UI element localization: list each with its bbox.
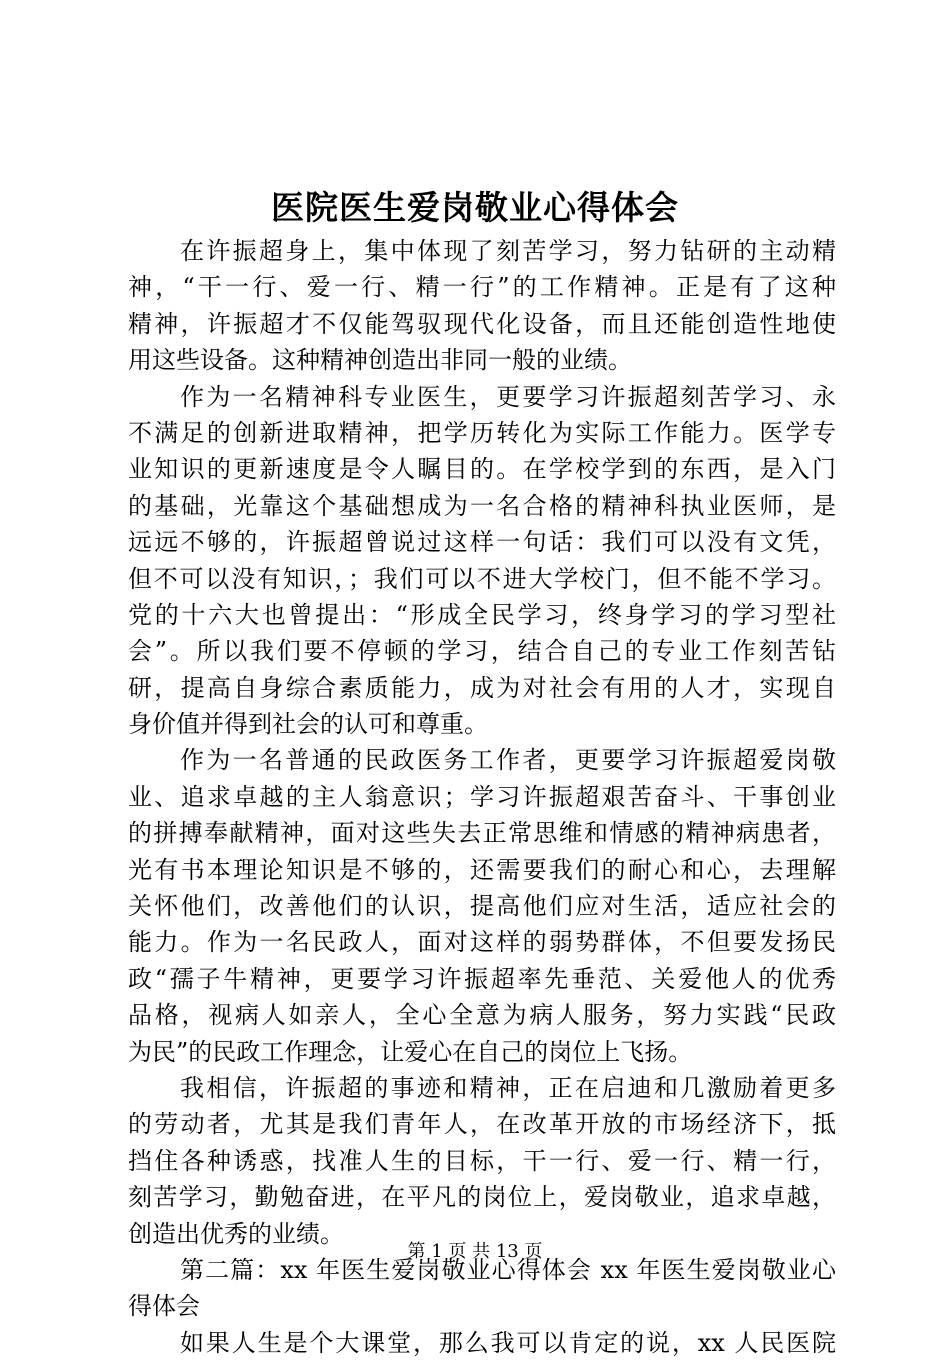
text-line: 的基础，光靠这个基础想成为一名合格的精神科执业医师，是	[128, 491, 836, 520]
text-line: 能力。作为一名民政人，面对这样的弱势群体，不但要发扬民	[128, 928, 836, 957]
text-line: 党的十六大也曾提出：“形成全民学习，终身学习的学习型社	[128, 600, 836, 629]
text-line: 光有书本理论知识是不够的，还需要我们的耐心和心，去理解	[128, 855, 836, 884]
text-line: 关怀他们，改善他们的认识，提高他们应对生活，适应社会的	[128, 892, 836, 921]
text-line: 用这些设备。这种精神创造出非同一般的业绩。	[128, 346, 632, 375]
text-line: 如果人生是个大课堂，那么我可以肯定的说，xx 人民医院	[180, 1328, 836, 1357]
text-line: 精神，许振超才不仅能驾驭现代化设备，而且还能创造性地使	[128, 309, 836, 338]
page-footer: 第 1 页 共 13 页	[407, 1241, 543, 1262]
text-line: 业、追求卓越的主人翁意识；学习许振超艰苦奋斗、干事创业	[128, 782, 836, 811]
text-line: 研，提高自身综合素质能力，成为对社会有用的人才，实现自	[128, 673, 836, 702]
text-line: 但不可以没有知识，；我们可以不进大学校门，但不能不学习。	[128, 564, 836, 593]
text-line: 我相信，许振超的事迹和精神，正在启迪和几激励着更多	[180, 1073, 836, 1102]
text-line: 挡住各种诱惑，找准人生的目标，干一行、爱一行、精一行，	[128, 1146, 836, 1175]
text-line: 作为一名普通的民政医务工作者，更要学习许振超爱岗敬	[180, 746, 836, 775]
text-line: 业知识的更新速度是令人瞩目的。在学校学到的东西，是入门	[128, 455, 836, 484]
text-line: 的拼搏奉献精神，面对这些失去正常思维和情感的精神病患者，	[128, 819, 836, 848]
text-line: 在许振超身上，集中体现了刻苦学习，努力钻研的主动精	[180, 237, 836, 265]
text-line: 为民”的民政工作理念，让爱心在自己的岗位上飞扬。	[128, 1037, 693, 1066]
text-line: 不满足的创新进取精神，把学历转化为实际工作能力。医学专	[128, 418, 836, 447]
text-line: 远远不够的，许振超曾说过这样一句话：我们可以没有文凭，	[128, 528, 836, 557]
text-line: 政“孺子牛精神，更要学习许振超率先垂范、关爱他人的优秀	[128, 964, 836, 993]
text-line: 的劳动者，尤其是我们青年人，在改革开放的市场经济下，抵	[128, 1110, 836, 1139]
text-line: 创造出优秀的业绩。	[128, 1219, 344, 1248]
text-line: 作为一名精神科专业医生，更要学习许振超刻苦学习、永	[180, 382, 836, 411]
text-line: 品格，视病人如亲人，全心全意为病人服务，努力实践“民政	[128, 1001, 836, 1030]
text-line: 得体会	[128, 1292, 200, 1321]
text-line: 第二篇：xx 年医生爱岗敬业心得体会 xx 年医生爱岗敬业心	[180, 1255, 836, 1284]
text-line: 身价值并得到社会的认可和尊重。	[128, 710, 488, 739]
text-line: 刻苦学习，勤勉奋进，在平凡的岗位上，爱岗敬业，追求卓越，	[128, 1183, 836, 1212]
document-body	[128, 233, 836, 1361]
text-line: 会”。所以我们要不停顿的学习，结合自己的专业工作刻苦钻	[128, 637, 836, 666]
document-title: 医院医生爱岗敬业心得体会	[271, 188, 679, 227]
text-line: 神，“干一行、爱一行、精一行”的工作精神。正是有了这种	[128, 273, 836, 302]
